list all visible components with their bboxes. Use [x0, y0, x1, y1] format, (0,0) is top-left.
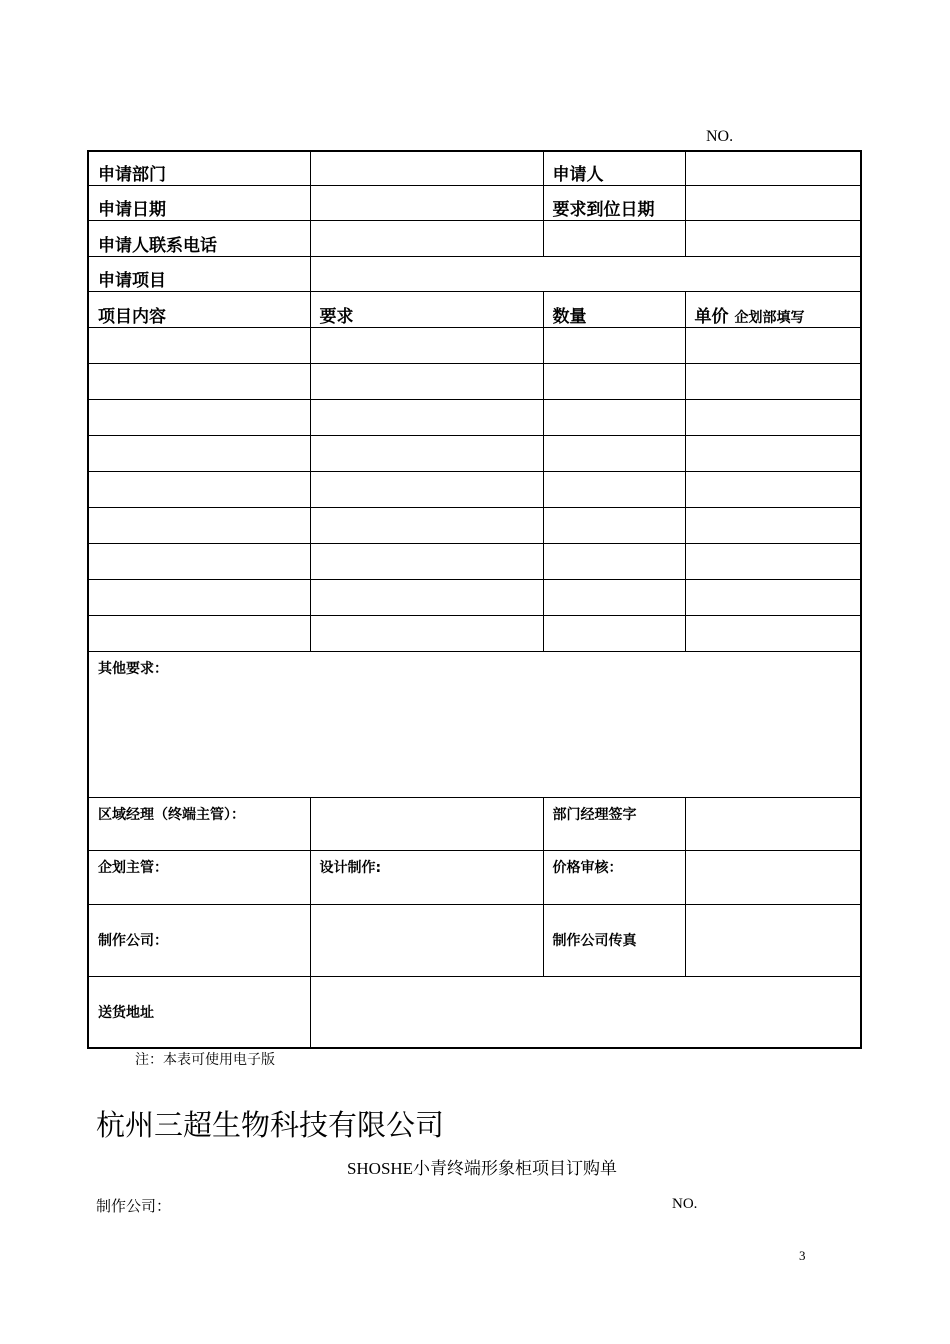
applicant-phone-label: 申请人联系电话 — [88, 220, 310, 256]
required-date-label: 要求到位日期 — [543, 185, 685, 220]
item-content-cell[interactable] — [88, 615, 310, 651]
department-field[interactable] — [310, 151, 543, 185]
application-form-table — [87, 150, 862, 1049]
company-name: 杭州三超生物科技有限公司 — [96, 1108, 445, 1142]
item-requirement-cell[interactable] — [310, 579, 543, 615]
item-unit-price-cell[interactable] — [685, 363, 861, 399]
item-content-cell[interactable] — [88, 363, 310, 399]
form-number-label: NO. — [706, 128, 734, 145]
item-content-cell[interactable] — [88, 327, 310, 363]
item-quantity-cell[interactable] — [543, 543, 685, 579]
item-unit-price-cell[interactable] — [685, 435, 861, 471]
item-unit-price-cell[interactable] — [685, 327, 861, 363]
item-unit-price-cell[interactable] — [685, 615, 861, 651]
item-content-cell[interactable] — [88, 543, 310, 579]
apply-date-label: 申请日期 — [88, 185, 310, 220]
table-row — [88, 579, 861, 615]
footer-production-company-label: 制作公司： — [96, 1197, 172, 1215]
table-row — [88, 507, 861, 543]
production-company-field[interactable] — [310, 904, 543, 976]
page-number: 3 — [799, 1248, 806, 1263]
price-review-field[interactable] — [685, 850, 861, 904]
other-requirements-field[interactable]: 其他要求： — [88, 651, 861, 797]
dept-manager-sign-label: 部门经理签字 — [543, 797, 685, 850]
applicant-phone-field[interactable] — [310, 220, 543, 256]
item-unit-price-cell[interactable] — [685, 579, 861, 615]
item-requirement-cell[interactable] — [310, 507, 543, 543]
production-company-label: 制作公司： — [88, 904, 310, 976]
item-unit-price-cell[interactable] — [685, 399, 861, 435]
item-requirement-cell[interactable] — [310, 327, 543, 363]
area-manager-field[interactable] — [310, 797, 543, 850]
item-content-cell[interactable] — [88, 471, 310, 507]
delivery-address-field[interactable] — [310, 976, 861, 1048]
design-production-field[interactable]: 设计制作: — [310, 850, 543, 904]
table-row — [88, 471, 861, 507]
column-header-quantity: 数量 — [543, 291, 685, 327]
unit-price-label: 单价 — [694, 306, 729, 327]
table-row — [88, 399, 861, 435]
unit-price-note: 企划部填写 — [734, 309, 805, 326]
item-requirement-cell[interactable] — [310, 435, 543, 471]
apply-item-label: 申请项目 — [88, 256, 310, 291]
item-unit-price-cell[interactable] — [685, 471, 861, 507]
item-quantity-cell[interactable] — [543, 507, 685, 543]
item-requirement-cell[interactable] — [310, 399, 543, 435]
area-manager-label: 区域经理（终端主管）： — [88, 797, 310, 850]
form-note: 注：本表可使用电子版 — [135, 1052, 275, 1068]
table-row — [88, 435, 861, 471]
applicant-label: 申请人 — [543, 151, 685, 185]
apply-item-field[interactable] — [310, 256, 861, 291]
table-row — [88, 363, 861, 399]
column-header-unit-price — [685, 291, 861, 327]
apply-date-field[interactable] — [310, 185, 543, 220]
applicant-field[interactable] — [685, 151, 861, 185]
table-row — [88, 615, 861, 651]
item-quantity-cell[interactable] — [543, 363, 685, 399]
item-content-cell[interactable] — [88, 399, 310, 435]
document-title: SHOSHE小青终端形象柜项目订购单 — [346, 1159, 618, 1178]
footer-number-label: NO. — [672, 1196, 698, 1212]
production-company-fax-label: 制作公司传真 — [543, 904, 685, 976]
item-content-cell[interactable] — [88, 435, 310, 471]
item-unit-price-cell[interactable] — [685, 507, 861, 543]
dept-manager-sign-field[interactable] — [685, 797, 861, 850]
item-requirement-cell[interactable] — [310, 543, 543, 579]
delivery-address-label: 送货地址 — [88, 976, 310, 1048]
production-company-fax-field[interactable] — [685, 904, 861, 976]
column-header-requirement: 要求 — [310, 291, 543, 327]
item-quantity-cell[interactable] — [543, 615, 685, 651]
column-header-content: 项目内容 — [88, 291, 310, 327]
item-requirement-cell[interactable] — [310, 615, 543, 651]
item-requirement-cell[interactable] — [310, 471, 543, 507]
item-requirement-cell[interactable] — [310, 363, 543, 399]
item-quantity-cell[interactable] — [543, 327, 685, 363]
item-quantity-cell[interactable] — [543, 435, 685, 471]
table-row — [88, 327, 861, 363]
item-quantity-cell[interactable] — [543, 471, 685, 507]
item-quantity-cell[interactable] — [543, 579, 685, 615]
item-unit-price-cell[interactable] — [685, 543, 861, 579]
item-content-cell[interactable] — [88, 579, 310, 615]
department-label: 申请部门 — [88, 151, 310, 185]
blank-cell — [685, 220, 861, 256]
planning-lead-field[interactable]: 企划主管： — [88, 850, 310, 904]
item-quantity-cell[interactable] — [543, 399, 685, 435]
blank-cell — [543, 220, 685, 256]
price-review-label: 价格审核： — [543, 850, 685, 904]
item-content-cell[interactable] — [88, 507, 310, 543]
required-date-field[interactable] — [685, 185, 861, 220]
table-row — [88, 543, 861, 579]
